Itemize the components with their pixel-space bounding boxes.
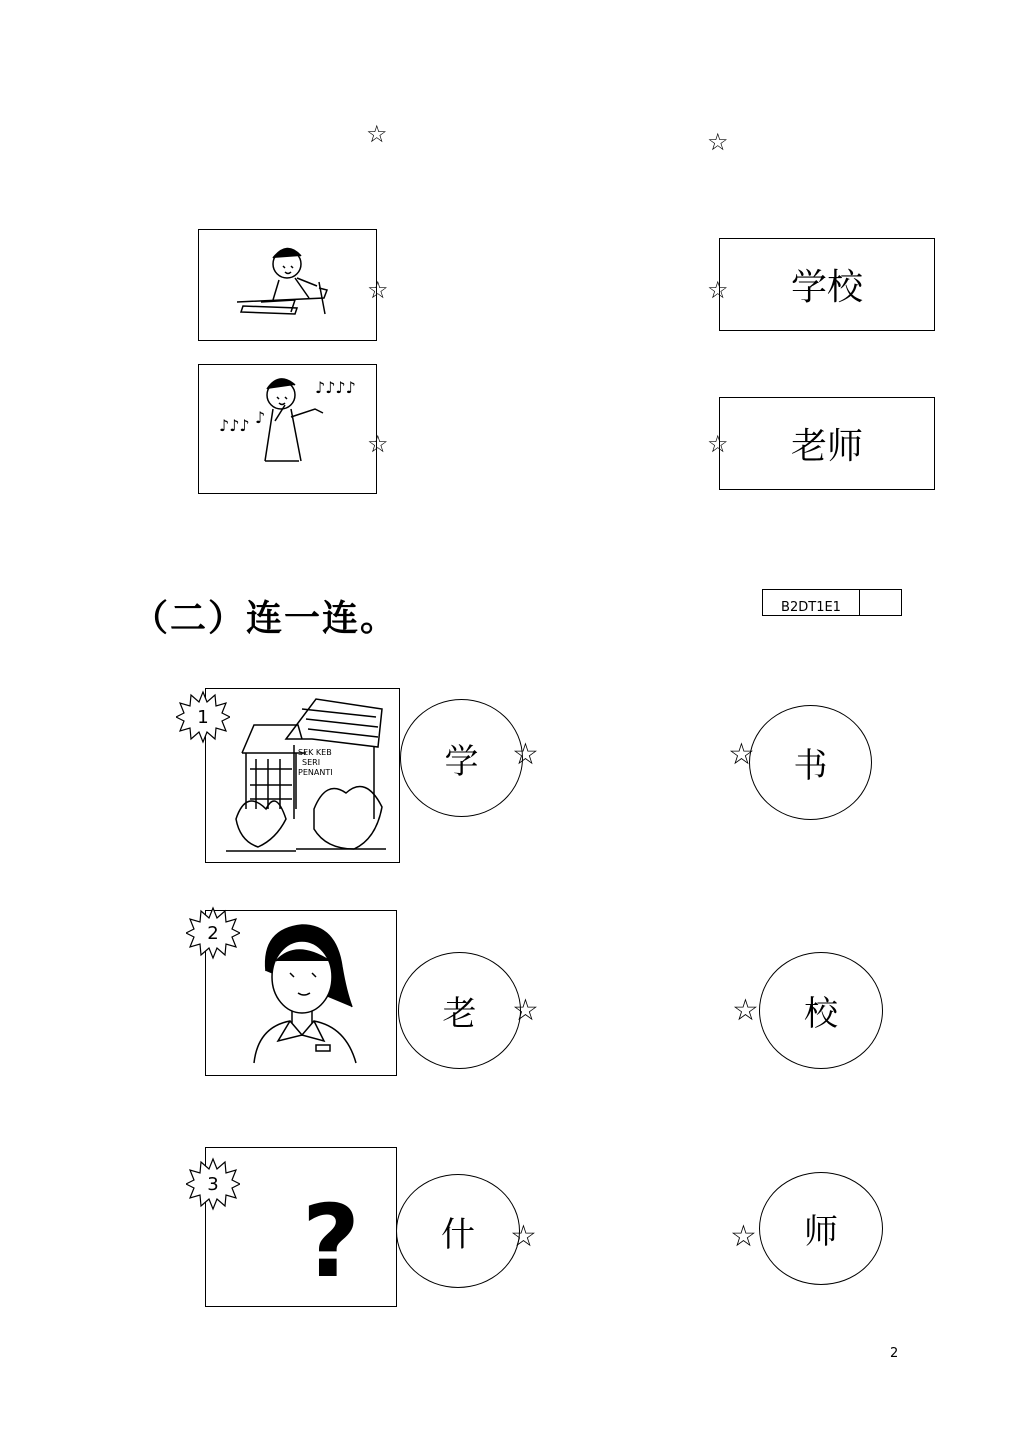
number-badge xyxy=(186,906,240,960)
character-text: 学 xyxy=(444,741,479,782)
page-number: 2 xyxy=(890,1346,899,1361)
star-marker: ☆ xyxy=(732,993,759,1028)
character-text: 老 xyxy=(442,994,477,1034)
word-text: 学校 xyxy=(790,267,863,308)
svg-text:♪: ♪ xyxy=(255,408,266,427)
character-text: 什 xyxy=(441,1214,475,1255)
number-label: 1 xyxy=(197,706,209,728)
star-marker: ☆ xyxy=(707,276,729,304)
star-marker: ☆ xyxy=(730,1219,757,1254)
picture-card xyxy=(205,688,400,863)
star-marker: ☆ xyxy=(367,276,389,304)
word-card xyxy=(719,238,935,331)
character-circle[interactable] xyxy=(759,1172,883,1285)
star-marker: ☆ xyxy=(707,430,729,458)
word-text: 老师 xyxy=(790,426,863,467)
score-code-box xyxy=(762,589,902,616)
character-circle[interactable] xyxy=(396,1174,520,1288)
word-card xyxy=(719,397,935,490)
number-badge xyxy=(176,690,230,744)
boy-singing-icon xyxy=(199,365,375,492)
star-marker: ☆ xyxy=(728,737,755,772)
svg-text:SEK KEB: SEK KEB xyxy=(298,748,332,757)
number-label: 2 xyxy=(207,922,219,944)
character-circle[interactable] xyxy=(749,705,872,820)
star-marker: ☆ xyxy=(366,120,388,148)
star-marker: ☆ xyxy=(510,1219,537,1254)
number-label: 3 xyxy=(207,1173,219,1195)
star-marker: ☆ xyxy=(707,128,729,156)
character-circle[interactable] xyxy=(759,952,883,1069)
svg-text:♪♪♪♪: ♪♪♪♪ xyxy=(315,378,356,397)
svg-text:PENANTI: PENANTI xyxy=(298,768,333,777)
score-cell xyxy=(860,590,901,615)
picture-card xyxy=(198,229,377,341)
picture-card xyxy=(198,364,377,494)
boy-reading-icon xyxy=(199,230,375,339)
school-building-icon xyxy=(206,689,398,861)
question-mark-icon: ? xyxy=(302,1183,361,1300)
star-marker: ☆ xyxy=(367,430,389,458)
question-code: B2DT1E1 xyxy=(763,590,860,615)
star-marker: ☆ xyxy=(512,737,539,772)
svg-text:♪♪♪: ♪♪♪ xyxy=(219,416,250,435)
character-text: 书 xyxy=(793,746,828,786)
character-circle[interactable] xyxy=(398,952,521,1069)
character-circle[interactable] xyxy=(400,699,523,817)
svg-text:SERI: SERI xyxy=(302,758,321,767)
character-text: 校 xyxy=(804,994,838,1034)
section-title: （二）连一连。 xyxy=(132,598,399,639)
number-badge xyxy=(186,1157,240,1211)
character-text: 师 xyxy=(804,1212,838,1252)
star-marker: ☆ xyxy=(512,993,539,1028)
